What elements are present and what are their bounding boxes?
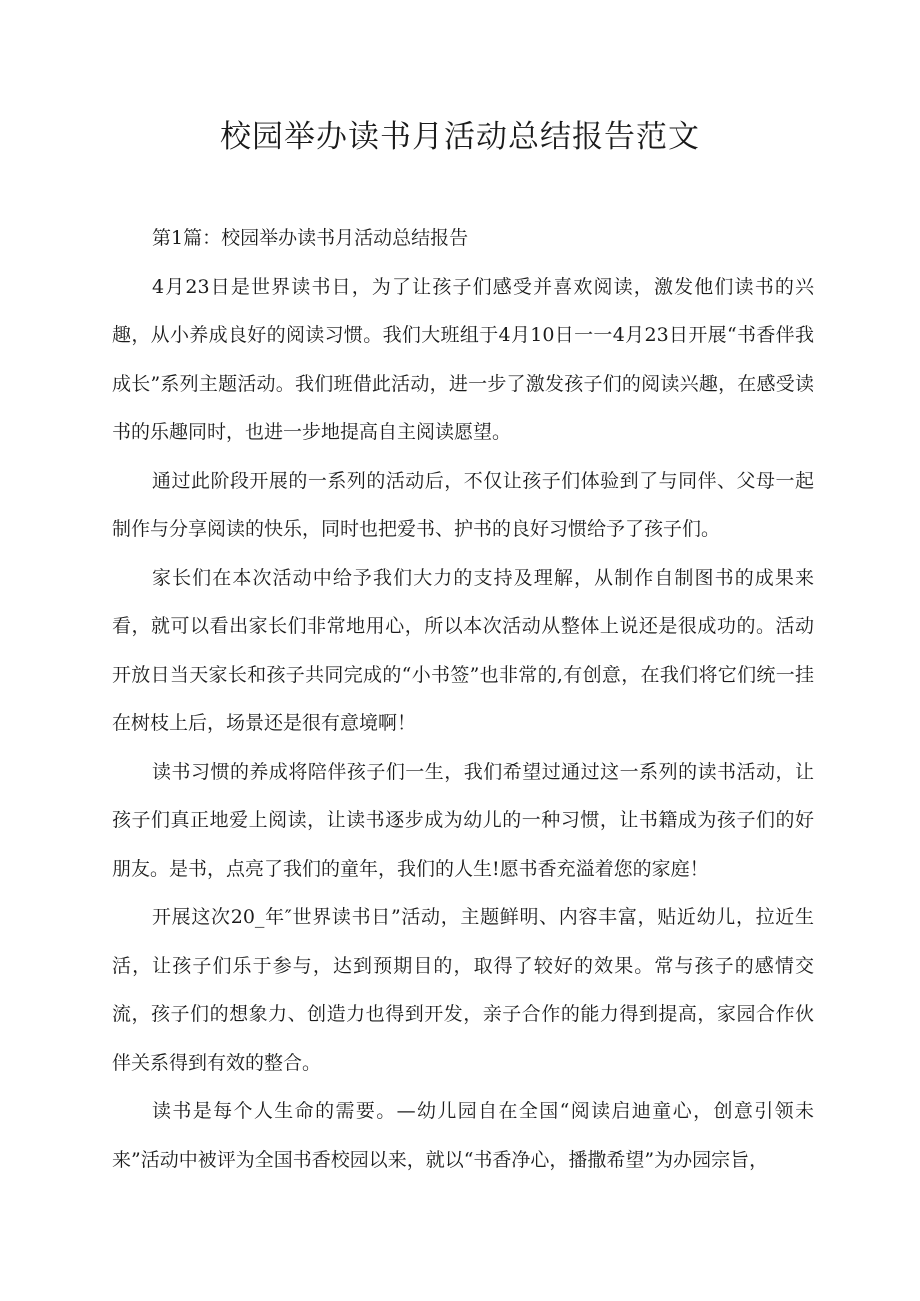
paragraph-6: 读书是每个人生命的需要。—幼儿园自在全国“阅读启迪童心，创意引领未来”活动中被评为全国书香校园以来，就以“书香净心，播撒希望”为办园宗旨， [112,1100,814,1171]
paragraph-3: 家长们在本次活动中给予我们大力的支持及理解，从制作自制图书的成果来看，就可以看出家长们非常地用心，所以本次活动从整体上说还是很成功的。活动开放日当天家长和孩子共同完成的“小书签”也非常的,有创意，在我们将它们统一挂在树枝上后，场景还是很有意境啊！ [112,566,814,734]
document-body [112,214,814,1184]
paragraph-4: 读书习惯的养成将陪伴孩子们一生，我们希望过通过这一系列的读书活动，让孩子们真正地爱上阅读，让读书逐步成为幼儿的一种习惯，让书籍成为孩子们的好朋友。是书，点亮了我们的童年，我们的人生!愿书香充溢着您的家庭！ [112,760,814,880]
paragraph-5: 开展这次20_年″世界读书日”活动，主题鲜明、内容丰富，贴近幼儿，拉近生活，让孩子们乐于参与，达到预期目的，取得了较好的效果。常与孩子的感情交流，孩子们的想象力、创造力也得到开发，亲子合作的能力得到提高，家园合作伙伴关系得到有效的整合。 [112,906,814,1074]
paragraph-2: 通过此阶段开展的一系列的活动后，不仅让孩子们体验到了与同伴、父母一起制作与分享阅读的快乐，同时也把爱书、护书的良好习惯给予了孩子们。 [112,469,814,540]
document-title: 校园举办读书月活动总结报告范文 [220,119,700,155]
section-heading: 第1篇：校园举办读书月活动总结报告 [152,227,469,249]
paragraph-1: 4月23日是世界读书日，为了让孩子们感受并喜欢阅读，激发他们读书的兴趣，从小养成良好的阅读习惯。我们大班组于4月10日一一4月23日开展“书香伴我成长”系列主题活动。我们班借此活动，进一步了激发孩子们的阅读兴趣，在感受读书的乐趣同时，也进一步地提高自主阅读愿望。 [112,275,814,443]
